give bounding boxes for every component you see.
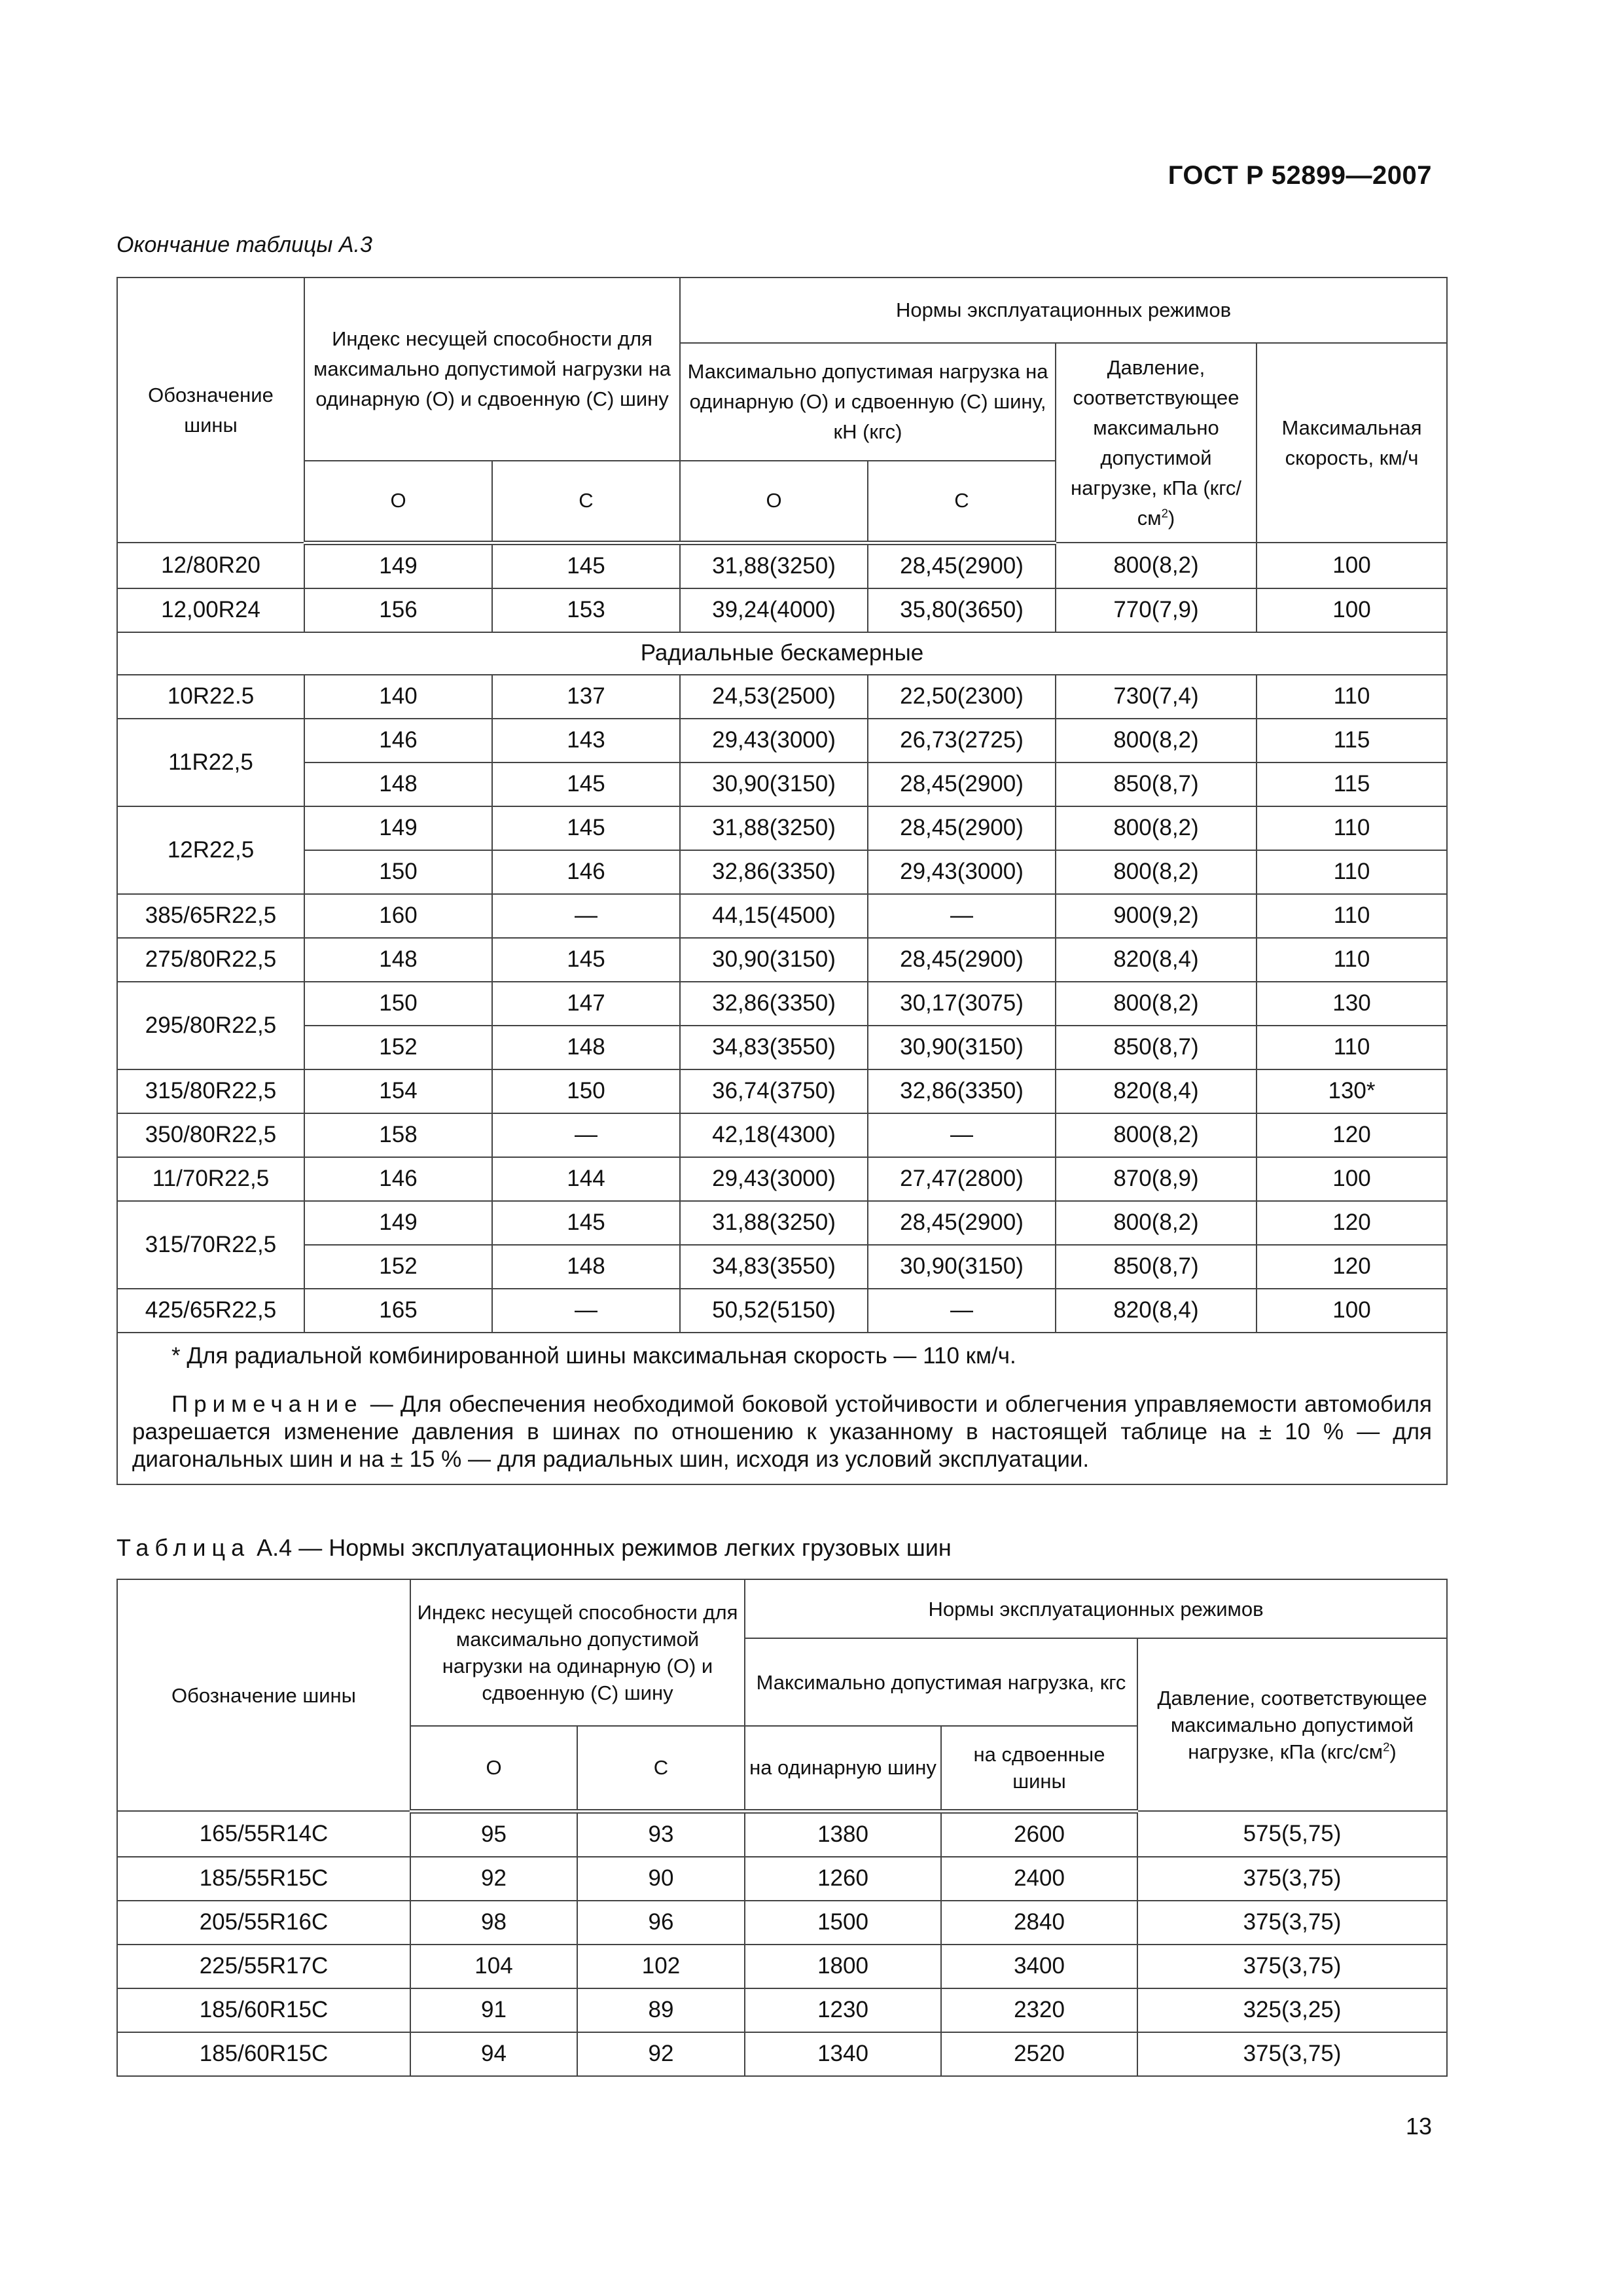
cell-pressure: 820(8,4) [1056, 938, 1257, 982]
table-row [117, 1245, 1447, 1289]
cell-idx-c: — [492, 894, 680, 938]
cell-designation: 11/70R22,5 [117, 1157, 304, 1201]
cell-speed: 130 [1257, 982, 1447, 1026]
cell-load-single: 1340 [745, 2032, 941, 2076]
header-norms: Нормы эксплуатационных режимов [680, 278, 1447, 343]
cell-speed: 130* [1257, 1069, 1447, 1113]
cell-designation: 275/80R22,5 [117, 938, 304, 982]
cell-load-c: 35,80(3650) [868, 588, 1056, 632]
cell-load-o: 44,15(4500) [680, 894, 868, 938]
cell-load-single: 1230 [745, 1988, 941, 2032]
cell-pressure: 820(8,4) [1056, 1289, 1257, 1333]
cell-idx-c: 150 [492, 1069, 680, 1113]
table-row [117, 982, 1447, 1026]
cell-load-o: 42,18(4300) [680, 1113, 868, 1157]
cell-load-c: 28,45(2900) [868, 806, 1056, 850]
cell-idx-o: 140 [304, 675, 492, 719]
header-load-dual: на сдвоенные шины [941, 1726, 1137, 1811]
cell-designation: 295/80R22,5 [117, 982, 304, 1069]
header-load-c: С [868, 461, 1056, 543]
cell-pressure: 375(3,75) [1137, 1901, 1447, 1945]
cell-idx-o: 148 [304, 938, 492, 982]
table-a3 [116, 277, 1448, 1485]
cell-designation: 185/55R15C [117, 1857, 410, 1901]
cell-load-o: 29,43(3000) [680, 1157, 868, 1201]
cell-load-c: 28,45(2900) [868, 1201, 1056, 1245]
table-row [117, 806, 1447, 850]
table-row [117, 1026, 1447, 1069]
cell-idx-o: 154 [304, 1069, 492, 1113]
cell-load-c: 22,50(2300) [868, 675, 1056, 719]
cell-load-c: 27,47(2800) [868, 1157, 1056, 1201]
cell-load-o: 31,88(3250) [680, 1201, 868, 1245]
cell-idx-c: 145 [492, 762, 680, 806]
table-row [117, 719, 1447, 762]
table-row [117, 588, 1447, 632]
header-index-o: О [410, 1726, 577, 1811]
cell-speed: 110 [1257, 675, 1447, 719]
cell-load-single: 1260 [745, 1857, 941, 1901]
cell-pressure: 870(8,9) [1056, 1157, 1257, 1201]
cell-speed: 110 [1257, 1026, 1447, 1069]
cell-load-c: 29,43(3000) [868, 850, 1056, 894]
cell-idx-c: 90 [577, 1857, 745, 1901]
cell-pressure: 575(5,75) [1137, 1811, 1447, 1857]
cell-idx-o: 149 [304, 543, 492, 588]
cell-designation: 225/55R17C [117, 1945, 410, 1988]
cell-designation: 185/60R15C [117, 1988, 410, 2032]
cell-idx-o: 150 [304, 982, 492, 1026]
cell-speed: 100 [1257, 588, 1447, 632]
table-row [117, 1289, 1447, 1333]
table-row [117, 1069, 1447, 1113]
cell-designation: 315/70R22,5 [117, 1201, 304, 1289]
table-row [117, 1201, 1447, 1245]
cell-load-single: 1500 [745, 1901, 941, 1945]
cell-pressure: 850(8,7) [1056, 1026, 1257, 1069]
cell-idx-c: 102 [577, 1945, 745, 1988]
cell-pressure: 375(3,75) [1137, 2032, 1447, 2076]
cell-designation: 12R22,5 [117, 806, 304, 894]
note-text: — Для обеспечения необходимой боковой устойчивости и облегчения управляемости автомобиля разрешается изменение давления в шинах по отношению к указанному в настоящей таблице на ± 10 % — для диагональных шин и на ± 15 % — для радиальных шин, исходя из условий эксплуатации. [132, 1391, 1433, 1472]
cell-idx-c: 145 [492, 806, 680, 850]
table-row [117, 2032, 1447, 2076]
cell-load-o: 31,88(3250) [680, 806, 868, 850]
cell-idx-c: — [492, 1289, 680, 1333]
cell-idx-c: 148 [492, 1026, 680, 1069]
cell-load-c: 28,45(2900) [868, 762, 1056, 806]
header-load-o: О [680, 461, 868, 543]
table-row [117, 762, 1447, 806]
cell-idx-c: 145 [492, 543, 680, 588]
table-a3-body [117, 543, 1447, 1484]
cell-speed: 120 [1257, 1245, 1447, 1289]
cell-designation: 385/65R22,5 [117, 894, 304, 938]
cell-idx-c: 148 [492, 1245, 680, 1289]
cell-designation: 425/65R22,5 [117, 1289, 304, 1333]
cell-pressure: 325(3,25) [1137, 1988, 1447, 2032]
page-number: 13 [1405, 2113, 1432, 2140]
cell-idx-c: 96 [577, 1901, 745, 1945]
cell-load-o: 31,88(3250) [680, 543, 868, 588]
cell-speed: 110 [1257, 850, 1447, 894]
cell-idx-c: 147 [492, 982, 680, 1026]
header-load-index: Индекс несущей способности для максимально допустимой нагрузки на одинарную (О) и сдвоенную (С) шину [304, 278, 680, 461]
cell-idx-c: 93 [577, 1811, 745, 1857]
cell-pressure: 820(8,4) [1056, 1069, 1257, 1113]
cell-idx-o: 98 [410, 1901, 577, 1945]
cell-idx-o: 148 [304, 762, 492, 806]
cell-idx-c: 92 [577, 2032, 745, 2076]
header-index-c: С [577, 1726, 745, 1811]
cell-pressure: 800(8,2) [1056, 1201, 1257, 1245]
cell-load-dual: 2400 [941, 1857, 1137, 1901]
cell-idx-o: 95 [410, 1811, 577, 1857]
cell-idx-o: 146 [304, 1157, 492, 1201]
cell-speed: 110 [1257, 806, 1447, 850]
cell-idx-o: 152 [304, 1245, 492, 1289]
header-index-c: С [492, 461, 680, 543]
cell-pressure: 375(3,75) [1137, 1945, 1447, 1988]
cell-speed: 115 [1257, 719, 1447, 762]
cell-pressure: 800(8,2) [1056, 850, 1257, 894]
cell-idx-o: 156 [304, 588, 492, 632]
cell-designation: 205/55R16C [117, 1901, 410, 1945]
table-row [117, 543, 1447, 588]
table-row [117, 1901, 1447, 1945]
cell-idx-o: 165 [304, 1289, 492, 1333]
cell-load-o: 36,74(3750) [680, 1069, 868, 1113]
cell-pressure: 800(8,2) [1056, 806, 1257, 850]
cell-pressure: 900(9,2) [1056, 894, 1257, 938]
table-row [117, 1113, 1447, 1157]
cell-load-c: — [868, 1289, 1056, 1333]
header-designation: Обозначение шины [117, 278, 304, 543]
table-row [117, 850, 1447, 894]
table-row [117, 675, 1447, 719]
table-row [117, 1988, 1447, 2032]
cell-pressure: 850(8,7) [1056, 762, 1257, 806]
cell-load-dual: 2840 [941, 1901, 1137, 1945]
table-row [117, 894, 1447, 938]
table-a4 [116, 1579, 1448, 2077]
header-index-o: О [304, 461, 492, 543]
cell-load-c: — [868, 894, 1056, 938]
cell-load-dual: 3400 [941, 1945, 1137, 1988]
cell-idx-o: 149 [304, 1201, 492, 1245]
cell-idx-c: 145 [492, 1201, 680, 1245]
standard-code: ГОСТ Р 52899—2007 [1168, 161, 1432, 190]
note-label: Примечание [171, 1391, 363, 1417]
cell-idx-c: 143 [492, 719, 680, 762]
cell-load-c: — [868, 1113, 1056, 1157]
table-row [117, 1857, 1447, 1901]
cell-load-o: 24,53(2500) [680, 675, 868, 719]
cell-speed: 100 [1257, 543, 1447, 588]
cell-pressure: 850(8,7) [1056, 1245, 1257, 1289]
header-load-index: Индекс несущей способности для максимально допустимой нагрузки на одинарную (О) и сдвоенную (С) шину [410, 1579, 745, 1726]
cell-idx-o: 94 [410, 2032, 577, 2076]
cell-idx-o: 149 [304, 806, 492, 850]
cell-pressure: 800(8,2) [1056, 1113, 1257, 1157]
cell-designation: 315/80R22,5 [117, 1069, 304, 1113]
cell-load-single: 1800 [745, 1945, 941, 1988]
cell-speed: 100 [1257, 1289, 1447, 1333]
cell-load-single: 1380 [745, 1811, 941, 1857]
table-row [117, 1945, 1447, 1988]
cell-load-dual: 2320 [941, 1988, 1137, 2032]
cell-idx-c: 137 [492, 675, 680, 719]
table-a4-caption: Таблица А.4 — Нормы эксплуатационных режимов легких грузовых шин [116, 1534, 952, 1561]
cell-idx-o: 152 [304, 1026, 492, 1069]
cell-speed: 110 [1257, 938, 1447, 982]
table-a3-caption: Окончание таблицы А.3 [116, 232, 372, 257]
cell-idx-o: 146 [304, 719, 492, 762]
cell-speed: 110 [1257, 894, 1447, 938]
cell-load-o: 34,83(3550) [680, 1245, 868, 1289]
cell-idx-o: 158 [304, 1113, 492, 1157]
table-row [117, 938, 1447, 982]
cell-pressure: 800(8,2) [1056, 982, 1257, 1026]
cell-load-o: 39,24(4000) [680, 588, 868, 632]
cell-load-c: 30,90(3150) [868, 1245, 1056, 1289]
cell-load-o: 32,86(3350) [680, 982, 868, 1026]
notes-row [117, 1333, 1447, 1484]
cell-idx-c: 145 [492, 938, 680, 982]
cell-idx-o: 92 [410, 1857, 577, 1901]
cell-idx-c: 89 [577, 1988, 745, 2032]
footnote: * Для радиальной комбинированной шины максимальная скорость — 110 км/ч. [171, 1342, 1016, 1369]
header-max-speed: Максимальная скорость, км/ч [1257, 343, 1447, 543]
cell-pressure: 375(3,75) [1137, 1857, 1447, 1901]
cell-load-o: 34,83(3550) [680, 1026, 868, 1069]
header-designation: Обозначение шины [117, 1579, 410, 1811]
cell-idx-c: — [492, 1113, 680, 1157]
cell-load-c: 30,90(3150) [868, 1026, 1056, 1069]
cell-speed: 120 [1257, 1113, 1447, 1157]
cell-idx-o: 91 [410, 1988, 577, 2032]
cell-load-o: 30,90(3150) [680, 938, 868, 982]
cell-idx-o: 104 [410, 1945, 577, 1988]
header-pressure: Давление, соответствующее максимально допустимой нагрузке, кПа $(кгс/см^2)$ [1137, 1638, 1447, 1811]
table-a4-body [117, 1811, 1447, 2076]
cell-load-o: 29,43(3000) [680, 719, 868, 762]
cell-load-c: 32,86(3350) [868, 1069, 1056, 1113]
cell-load-c: 26,73(2725) [868, 719, 1056, 762]
cell-idx-c: 144 [492, 1157, 680, 1201]
cell-designation: 350/80R22,5 [117, 1113, 304, 1157]
cell-pressure: 730(7,4) [1056, 675, 1257, 719]
cell-idx-o: 160 [304, 894, 492, 938]
cell-load-c: 28,45(2900) [868, 938, 1056, 982]
cell-speed: 120 [1257, 1201, 1447, 1245]
cell-designation: 10R22.5 [117, 675, 304, 719]
cell-pressure: 800(8,2) [1056, 719, 1257, 762]
cell-designation: 185/60R15C [117, 2032, 410, 2076]
cell-load-dual: 2600 [941, 1811, 1137, 1857]
cell-speed: 100 [1257, 1157, 1447, 1201]
cell-designation: 165/55R14C [117, 1811, 410, 1857]
note-paragraph [132, 1391, 1432, 1473]
cell-load-c: 30,17(3075) [868, 982, 1056, 1026]
table-row [117, 1157, 1447, 1201]
cell-idx-c: 146 [492, 850, 680, 894]
cell-load-c: 28,45(2900) [868, 543, 1056, 588]
section-title: Радиальные бескамерные [117, 632, 1447, 675]
cell-pressure: 800(8,2) [1056, 543, 1257, 588]
cell-designation: 12,00R24 [117, 588, 304, 632]
cell-pressure: 770(7,9) [1056, 588, 1257, 632]
header-norms: Нормы эксплуатационных режимов [745, 1579, 1447, 1638]
cell-load-o: 30,90(3150) [680, 762, 868, 806]
section-row [117, 632, 1447, 675]
cell-load-dual: 2520 [941, 2032, 1137, 2076]
header-pressure: Давление, соответствующее максимально допустимой нагрузке, кПа $(кгс/см^2)$ [1056, 343, 1257, 543]
cell-load-o: 50,52(5150) [680, 1289, 868, 1333]
cell-designation: 12/80R20 [117, 543, 304, 588]
cell-load-o: 32,86(3350) [680, 850, 868, 894]
header-max-load: Максимально допустимая нагрузка на одинарную (О) и сдвоенную (С) шину, кН (кгс) [680, 343, 1056, 461]
table-notes [117, 1333, 1447, 1484]
cell-designation: 11R22,5 [117, 719, 304, 806]
table-row [117, 1811, 1447, 1857]
cell-idx-c: 153 [492, 588, 680, 632]
cell-idx-o: 150 [304, 850, 492, 894]
header-max-load: Максимально допустимая нагрузка, кгс [745, 1638, 1137, 1726]
cell-speed: 115 [1257, 762, 1447, 806]
header-load-single: на одинарную шину [745, 1726, 941, 1811]
